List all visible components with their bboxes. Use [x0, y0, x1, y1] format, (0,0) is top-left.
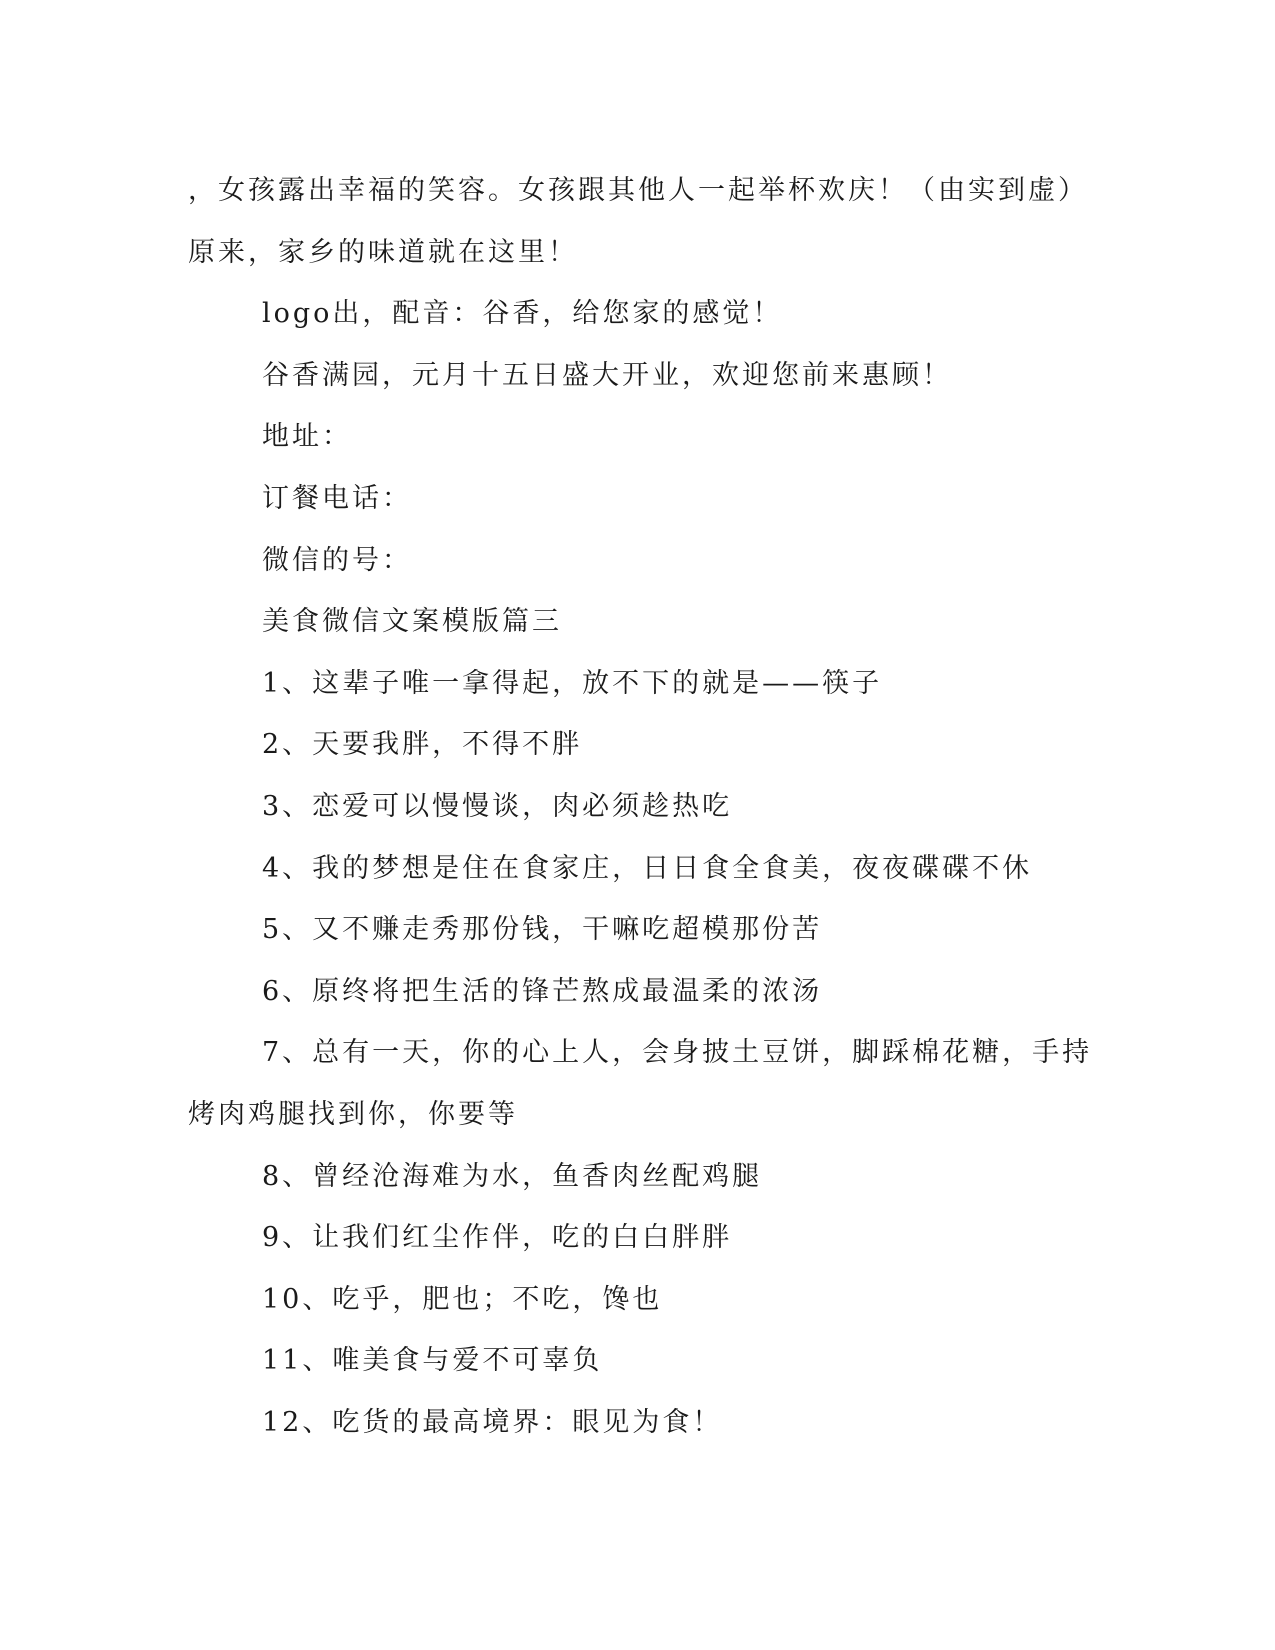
list-item: 9、让我们红尘作伴，吃的白白胖胖 [262, 1222, 733, 1254]
paragraph-line: 原来，家乡的味道就在这里！ [188, 236, 578, 268]
list-item: 10、吃乎，肥也；不吃，馋也 [262, 1283, 663, 1315]
list-item: 5、又不赚走秀那份钱，干嘛吃超模那份苦 [262, 914, 823, 946]
document-body [188, 160, 1093, 1453]
address-label: 地址： [262, 421, 352, 453]
list-item: 7、总有一天，你的心上人，会身披土豆饼，脚踩棉花糖，手持 [262, 1037, 1093, 1069]
paragraph-line: logo出，配音：谷香，给您家的感觉！ [262, 298, 783, 330]
paragraph-line: ，女孩露出幸福的笑容。女孩跟其他人一起举杯欢庆！（由实到虚） [188, 175, 1088, 206]
phone-label: 订餐电话： [262, 482, 412, 514]
list-item-continuation: 烤肉鸡腿找到你，你要等 [188, 1098, 518, 1130]
list-item: 3、恋爱可以慢慢谈，肉必须趁热吃 [262, 790, 733, 822]
list-item: 8、曾经沧海难为水，鱼香肉丝配鸡腿 [262, 1160, 763, 1192]
section-heading: 美食微信文案模版篇三 [262, 606, 562, 638]
list-item: 4、我的梦想是住在食家庄，日日食全食美，夜夜碟碟不休 [262, 852, 1033, 884]
list-item: 2、天要我胖，不得不胖 [262, 729, 583, 761]
list-item: 6、原终将把生活的锋芒熬成最温柔的浓汤 [262, 975, 823, 1007]
list-item: 12、吃货的最高境界：眼见为食！ [262, 1406, 723, 1438]
list-item: 1、这辈子唯一拿得起，放不下的就是——筷子 [262, 667, 883, 699]
list-item: 11、唯美食与爱不可辜负 [262, 1345, 603, 1377]
wechat-label: 微信的号： [262, 544, 412, 576]
paragraph-line: 谷香满园，元月十五日盛大开业，欢迎您前来惠顾！ [262, 359, 952, 391]
